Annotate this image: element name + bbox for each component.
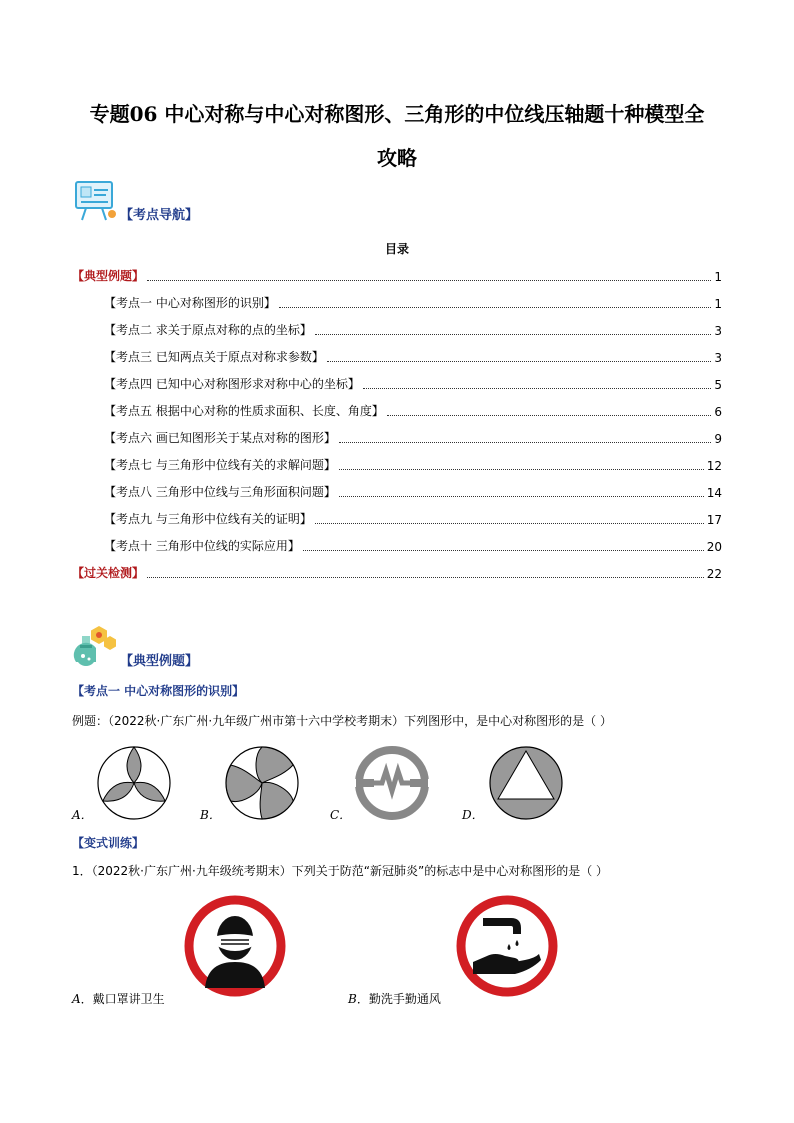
option-a[interactable]: A． [72, 808, 93, 822]
toc-item-kaodian-7[interactable]: 【考点七 与三角形中位线有关的求解问题】 12 [104, 458, 722, 473]
variant-label: 【变式训练】 [72, 836, 145, 850]
flask-honeycomb-icon [72, 624, 118, 670]
sign-wear-mask-icon [183, 894, 287, 998]
toc-item-kaodian-9[interactable]: 【考点九 与三角形中位线有关的证明】 17 [104, 512, 722, 527]
toc-item-kaodian-3[interactable]: 【考点三 已知两点关于原点对称求参数】 3 [104, 350, 722, 365]
presentation-board-icon [72, 178, 118, 224]
toc-heading: 目录 [384, 242, 409, 256]
toc-item-kaodian-8[interactable]: 【考点八 三角形中位线与三角形面积问题】 14 [104, 485, 722, 500]
typical-section-label: 【典型例题】 [120, 654, 199, 669]
kaodian-label: 【考点一 中心对称图形的识别】 [72, 684, 245, 698]
toc-item-checkpoint[interactable]: 【过关检测】 22 [72, 566, 722, 581]
toc-item-kaodian-1[interactable]: 【考点一 中心对称图形的识别】 1 [104, 296, 722, 311]
q1-option-a[interactable]: A．戴口罩讲卫生 [72, 992, 165, 1006]
toc-item-kaodian-5[interactable]: 【考点五 根据中心对称的性质求面积、长度、角度】 6 [104, 404, 722, 419]
toc-item-kaodian-4[interactable]: 【考点四 已知中心对称图形求对称中心的坐标】 5 [104, 377, 722, 392]
option-b[interactable]: B． [200, 808, 221, 822]
option-d[interactable]: D． [462, 808, 484, 822]
figure-c-metro-logo [354, 745, 430, 821]
typical-section-header [72, 624, 372, 670]
figure-d-triangle-in-circle [488, 745, 564, 821]
question-1: 1．（2022秋·广东广州·九年级统考期末）下列关于防范“新冠肺炎”的标志中是中心对称图形的是（ ） [72, 864, 609, 878]
q1-option-b[interactable]: B．勤洗手勤通风 [348, 992, 441, 1006]
page-title [60, 92, 734, 180]
option-c[interactable]: C． [330, 808, 352, 822]
nav-section-label: 【考点导航】 [120, 208, 199, 223]
toc-item-typical[interactable]: 【典型例题】 1 [72, 269, 722, 284]
nav-section-header [72, 178, 372, 224]
toc-item-kaodian-2[interactable]: 【考点二 求关于原点对称的点的坐标】 3 [104, 323, 722, 338]
toc-item-kaodian-10[interactable]: 【考点十 三角形中位线的实际应用】 20 [104, 539, 722, 554]
toc-item-kaodian-6[interactable]: 【考点六 画已知图形关于某点对称的图形】 9 [104, 431, 722, 446]
example-question: 例题：（2022秋·广东广州·九年级广州市第十六中学校考期末）下列图形中，是中心对称图形的是（ ） [72, 714, 612, 728]
title-line-1: 专题06 中心对称与中心对称图形、三角形的中位线压轴题十种模型全 [89, 102, 705, 126]
figure-b-triple-swirl [224, 745, 300, 821]
figure-a-three-petals [96, 745, 172, 821]
title-line-2: 攻略 [377, 146, 417, 170]
sign-wash-hands-icon [455, 894, 559, 998]
